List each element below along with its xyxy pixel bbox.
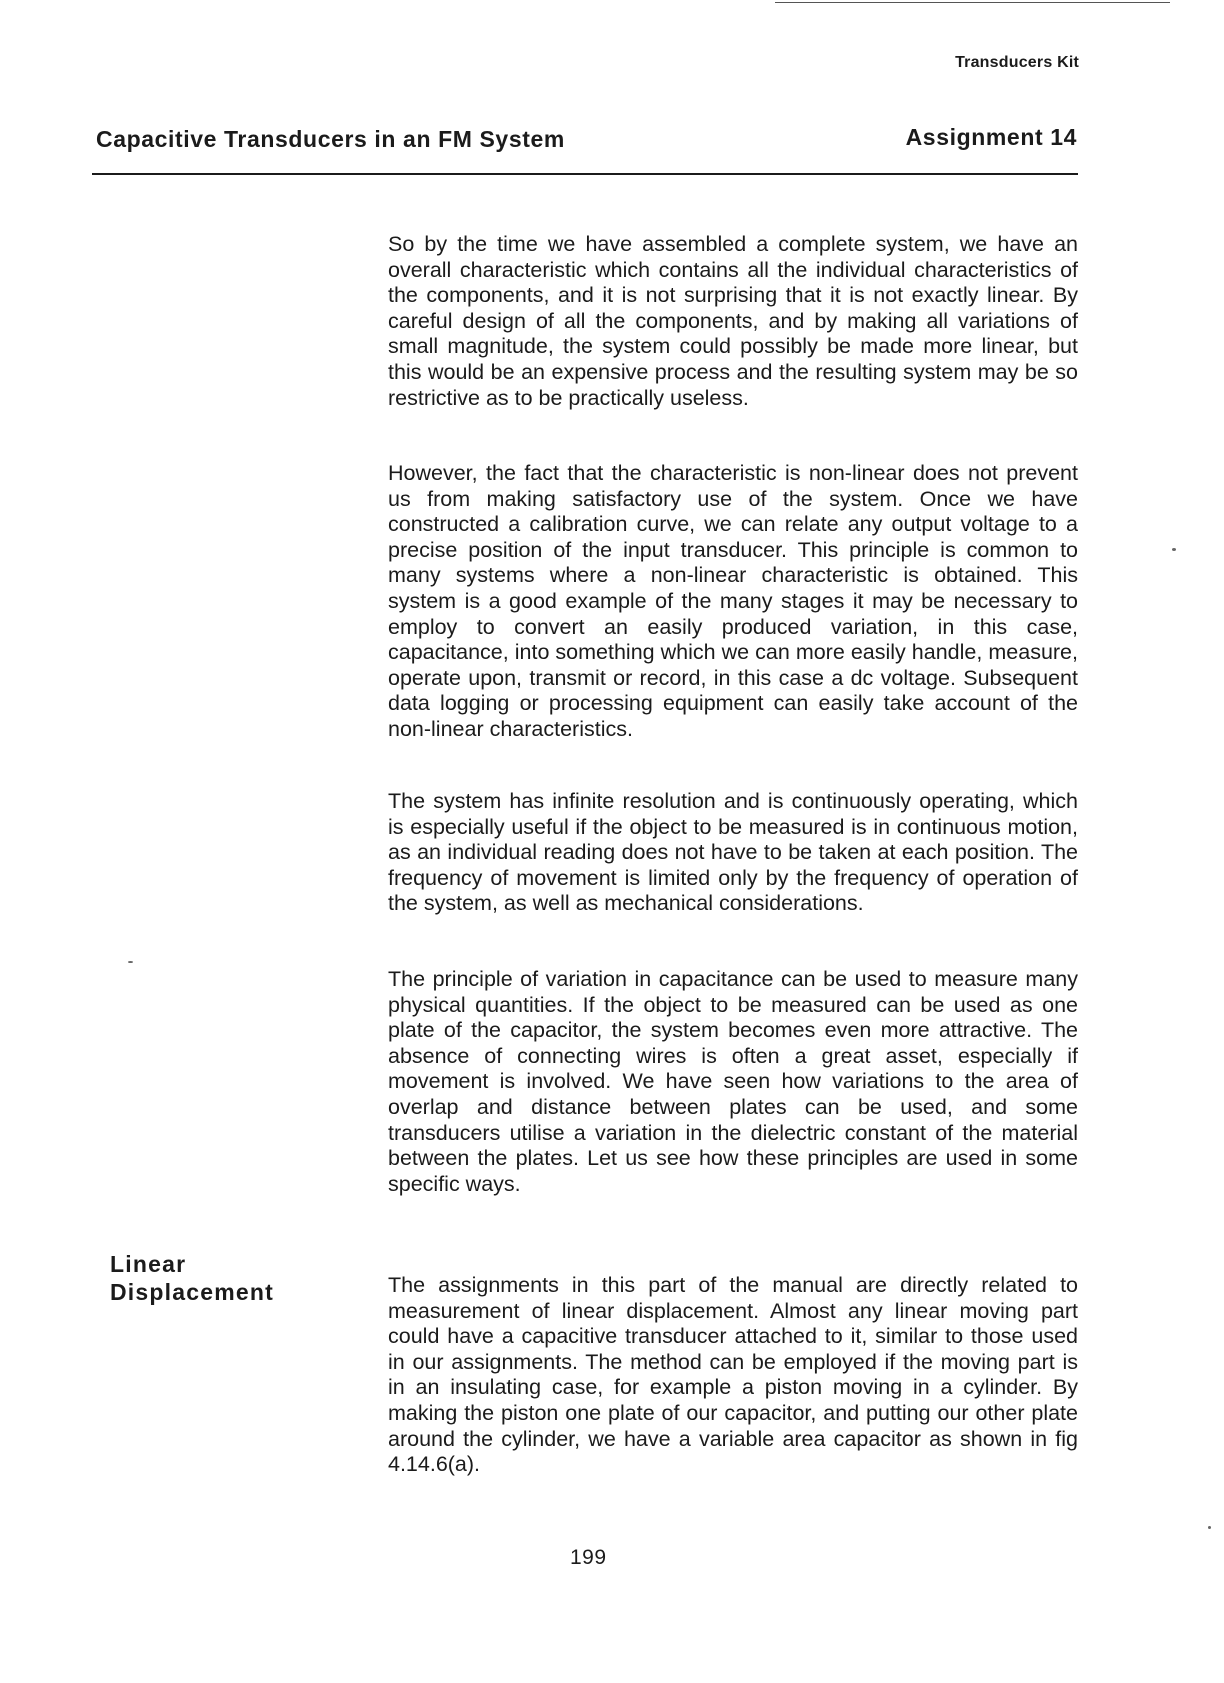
body-paragraph-1 xyxy=(388,232,1078,411)
section-heading-linear-displacement xyxy=(110,1250,274,1306)
paragraph-text: However, the fact that the characteristic is non-linear does not prevent us from making satisfactory use of the system. Once we have constructed a calibration curve, we can relate any output voltage to a precise position of the input transducer. This principle is common to many systems where a non-linear characteristic is obtained. This system is a good example of the many stages it may be necessary to employ to convert an easily produced variation, in this case, capacitance, into something which we can more easily handle, measure, operate upon, transmit or record, in this case a dc voltage. Subsequent data logging or processing equipment can easily take account of the non-linear characteristics. xyxy=(388,461,1078,741)
assignment-label: Assignment 14 xyxy=(905,124,1077,150)
body-paragraph-3 xyxy=(388,789,1078,917)
kit-label: Transducers Kit xyxy=(955,54,1079,71)
top-edge-rule xyxy=(775,2,1170,3)
body-paragraph-2 xyxy=(388,461,1078,743)
page-number: 199 xyxy=(570,1546,607,1569)
paragraph-text: The system has infinite resolution and is continuously operating, which is especially useful if the object to be measured is in continuous motion, as an individual reading does not have to be taken at each position. The frequency of movement is limited only by the frequency of operation of the system, as well as mechanical considerations. xyxy=(388,789,1078,916)
paragraph-text: The assignments in this part of the manual are directly related to measurement of linear displacement. Almost any linear moving part could have a capacitive transducer attached to it, similar to those used in our assignments. The method can be employed if the moving part is in an insulating case, for example a piston moving in a cylinder. By making the piston one plate of our capacitor, and putting our other plate around the cylinder, we have a variable area capacitor as shown in fig 4.14.6(a). xyxy=(388,1273,1078,1477)
section-heading-line: Linear xyxy=(110,1251,187,1277)
scan-speck xyxy=(1172,548,1176,551)
scan-speck xyxy=(128,961,133,963)
paragraph-text: So by the time we have assembled a complete system, we have an overall characteristic which contains all the individual characteristics of the components, and it is not surprising that it is not exactly linear. By careful design of all the components, and by making all variations of small magnitude, the system could possibly be made more linear, but this would be an expensive process and the resulting system may be so restrictive as to be practically useless. xyxy=(388,232,1078,410)
body-paragraph-4 xyxy=(388,967,1078,1197)
section-heading-line: Displacement xyxy=(110,1279,274,1305)
scan-speck xyxy=(1208,1526,1211,1529)
header-divider xyxy=(92,173,1078,175)
page-title: Capacitive Transducers in an FM System xyxy=(96,126,565,152)
paragraph-text: The principle of variation in capacitance can be used to measure many physical quantities. If the object to be measured can be used as one plate of the capacitor, the system becomes even more attractive. The absence of connecting wires is often a great asset, especially if movement is involved. We have seen how variations to the area of overlap and distance between plates can be used, and some transducers utilise a variation in the dielectric constant of the material between the plates. Let us see how these principles are used in some specific ways. xyxy=(388,967,1078,1196)
body-paragraph-5 xyxy=(388,1273,1078,1478)
